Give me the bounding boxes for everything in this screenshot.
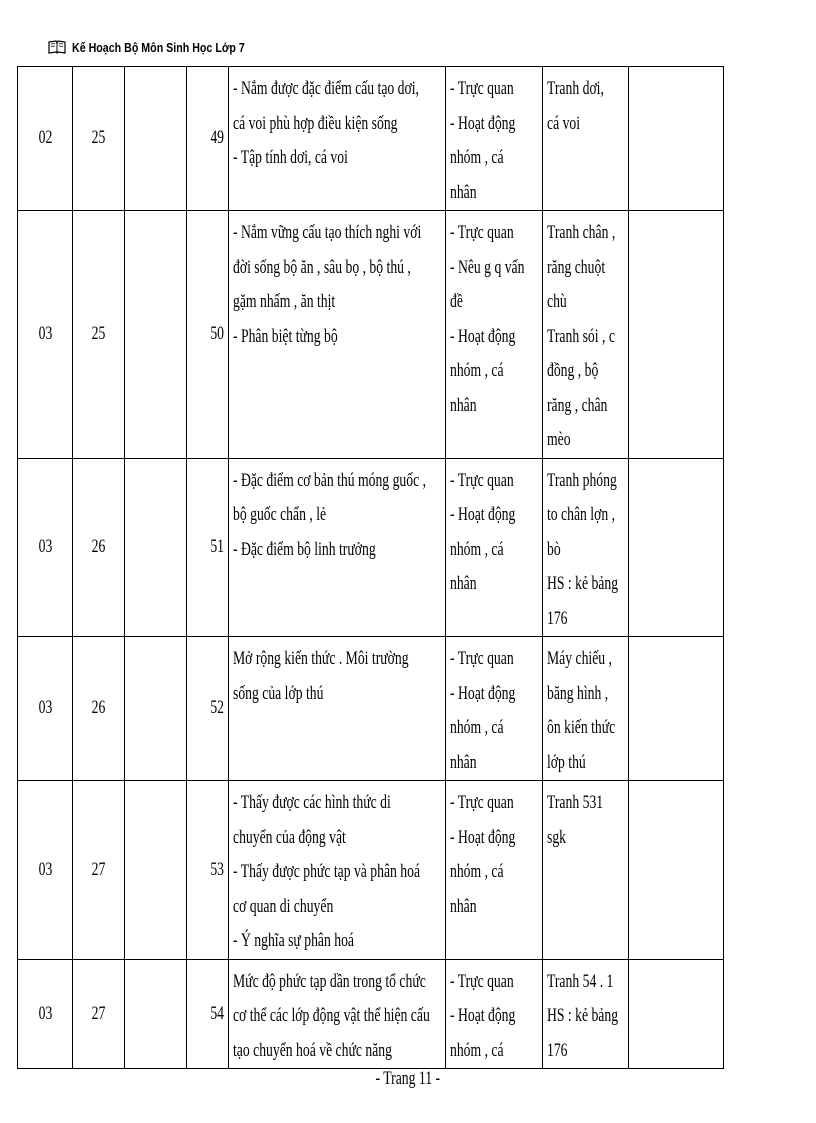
- week-value: 27: [91, 858, 106, 880]
- materials-line: to chân lợn ,: [547, 504, 616, 525]
- month-cell: [18, 637, 73, 781]
- methods-line: nhân: [450, 573, 477, 594]
- week-cell: [73, 211, 125, 459]
- methods-line: nhóm , cá: [450, 147, 504, 168]
- objectives-line: - Tập tính dơi, cá voi: [233, 147, 348, 168]
- methods-line: nhóm , cá: [450, 717, 504, 738]
- table-row: [18, 67, 724, 211]
- materials-line: HS : kẻ bảng: [547, 573, 619, 594]
- month-cell: [18, 211, 73, 459]
- month-cell: [18, 959, 73, 1069]
- objectives-line: sống của lớp thú: [233, 682, 324, 704]
- methods-cell: [446, 67, 543, 211]
- objectives-line: - Nắm vững cấu tạo thích nghi với: [233, 222, 422, 243]
- objectives-cell: [229, 67, 446, 211]
- objectives-line: gặm nhấm , ăn thịt: [233, 291, 336, 312]
- lesson-cell: [187, 637, 229, 781]
- notes-cell: [629, 67, 724, 211]
- methods-line: nhân: [450, 751, 477, 773]
- methods-line: - Hoạt động: [450, 826, 516, 848]
- objectives-cell: [229, 211, 446, 459]
- week-cell: [73, 959, 125, 1069]
- page-number-text: - Trang 11 -: [375, 1068, 441, 1089]
- materials-line: băng hình ,: [547, 682, 609, 704]
- materials-cell: [543, 959, 629, 1069]
- lesson-value: 49: [210, 127, 224, 149]
- table-row: [18, 959, 724, 1069]
- materials-cell: [543, 67, 629, 211]
- lesson-value: 53: [210, 858, 224, 880]
- objectives-line: Mở rộng kiến thức . Môi trường: [233, 648, 409, 669]
- objectives-cell: [229, 458, 446, 637]
- materials-line: Tranh chân ,: [547, 222, 616, 243]
- lesson-cell: [187, 211, 229, 459]
- materials-line: lớp thú: [547, 751, 586, 773]
- objectives-line: cá voi phù hợp điều kiện sống: [233, 112, 398, 134]
- table-row: [18, 458, 724, 637]
- objectives-line: bộ guốc chẩn , lẻ: [233, 504, 327, 525]
- materials-line: răng , chân: [547, 394, 608, 416]
- notes-cell: [629, 211, 724, 459]
- materials-line: Tranh phóng: [547, 469, 617, 491]
- materials-line: Tranh dơi,: [547, 78, 604, 99]
- materials-line: ôn kiến thức: [547, 717, 616, 738]
- materials-line: HS : kẻ bảng: [547, 1005, 619, 1026]
- materials-line: chù: [547, 291, 567, 312]
- methods-line: - Trực quan: [450, 78, 514, 99]
- week-cell: [73, 67, 125, 211]
- week-value: 25: [91, 127, 106, 149]
- objectives-line: - Thấy được phức tạp và phân hoá: [233, 861, 421, 882]
- methods-line: nhân: [450, 181, 477, 203]
- month-value: 03: [38, 697, 52, 719]
- materials-line: đồng , bộ: [547, 360, 599, 381]
- month-value: 03: [38, 536, 52, 557]
- week-value: 27: [91, 1002, 106, 1024]
- methods-line: nhóm , cá: [450, 1039, 504, 1061]
- objectives-line: - Nắm được đặc điểm cấu tạo dơi,: [233, 78, 419, 99]
- methods-line: - Trực quan: [450, 970, 514, 992]
- lesson-value: 51: [210, 536, 224, 557]
- lesson-cell: [187, 458, 229, 637]
- document-title: Kế Hoạch Bộ Môn Sinh Học Lớp 7: [72, 39, 245, 55]
- month-value: 03: [38, 858, 52, 880]
- materials-line: bò: [547, 538, 561, 560]
- lesson-cell: [187, 781, 229, 960]
- methods-line: nhóm , cá: [450, 538, 504, 560]
- methods-line: nhóm , cá: [450, 861, 504, 882]
- materials-cell: [543, 458, 629, 637]
- objectives-cell: [229, 637, 446, 781]
- materials-line: răng chuột: [547, 256, 606, 278]
- lesson-value: 54: [210, 1002, 224, 1024]
- objectives-line: - Thấy được các hình thức di: [233, 792, 391, 813]
- methods-line: nhân: [450, 895, 477, 917]
- lesson-plan-table: [17, 66, 724, 1069]
- objectives-line: - Ý nghĩa sự phân hoá: [233, 930, 355, 951]
- book-icon: [48, 40, 66, 54]
- objectives-line: - Phân biệt từng bộ: [233, 325, 338, 347]
- lesson-cell: [187, 67, 229, 211]
- methods-cell: [446, 781, 543, 960]
- notes-cell: [629, 637, 724, 781]
- materials-cell: [543, 637, 629, 781]
- objectives-cell: [229, 959, 446, 1069]
- methods-cell: [446, 458, 543, 637]
- month-value: 03: [38, 1002, 52, 1024]
- materials-line: Tranh 531: [547, 792, 604, 813]
- week-value: 25: [91, 323, 106, 344]
- table-row: [18, 781, 724, 960]
- table-row: [18, 211, 724, 459]
- month-cell: [18, 67, 73, 211]
- methods-line: - Hoạt động: [450, 1005, 516, 1026]
- empty-cell: [125, 67, 187, 211]
- lesson-cell: [187, 959, 229, 1069]
- notes-cell: [629, 959, 724, 1069]
- objectives-line: chuyển của động vật: [233, 826, 346, 848]
- objectives-line: tạo chuyển hoá về chức năng: [233, 1039, 392, 1061]
- empty-cell: [125, 959, 187, 1069]
- methods-cell: [446, 211, 543, 459]
- methods-line: - Hoạt động: [450, 325, 516, 347]
- notes-cell: [629, 781, 724, 960]
- materials-line: Tranh 54 . 1: [547, 970, 614, 992]
- month-value: 03: [38, 323, 52, 344]
- methods-line: đề: [450, 291, 463, 312]
- objectives-line: đời sống bộ ăn , sâu bọ , bộ thú ,: [233, 256, 411, 278]
- empty-cell: [125, 211, 187, 459]
- methods-line: - Nêu g q vấn: [450, 256, 525, 278]
- month-value: 02: [38, 127, 52, 149]
- week-cell: [73, 781, 125, 960]
- objectives-line: - Đặc điểm cơ bản thú móng guốc ,: [233, 469, 427, 491]
- materials-line: 176: [547, 607, 568, 629]
- methods-line: nhân: [450, 394, 477, 416]
- methods-line: - Hoạt động: [450, 112, 516, 134]
- methods-line: - Trực quan: [450, 469, 514, 491]
- methods-cell: [446, 959, 543, 1069]
- objectives-line: - Đặc điểm bộ linh trưởng: [233, 538, 376, 560]
- materials-cell: [543, 211, 629, 459]
- month-cell: [18, 458, 73, 637]
- week-value: 26: [91, 536, 106, 557]
- objectives-line: Mức độ phức tạp dần trong tổ chức: [233, 970, 426, 992]
- objectives-line: cơ quan di chuyển: [233, 895, 334, 917]
- methods-line: - Trực quan: [450, 222, 514, 243]
- materials-line: sgk: [547, 826, 567, 848]
- materials-line: Tranh sói , c: [547, 325, 615, 347]
- materials-line: mèo: [547, 429, 571, 450]
- page-header: [48, 36, 283, 58]
- page-number: [0, 1068, 816, 1090]
- methods-line: nhóm , cá: [450, 360, 504, 381]
- lesson-value: 50: [210, 323, 224, 344]
- methods-cell: [446, 637, 543, 781]
- month-cell: [18, 781, 73, 960]
- materials-line: Máy chiếu ,: [547, 648, 612, 669]
- objectives-cell: [229, 781, 446, 960]
- methods-line: - Trực quan: [450, 792, 514, 813]
- lesson-value: 52: [210, 697, 224, 719]
- methods-line: - Trực quan: [450, 648, 514, 669]
- empty-cell: [125, 637, 187, 781]
- methods-line: - Hoạt động: [450, 682, 516, 704]
- week-value: 26: [91, 697, 106, 719]
- materials-line: cá voi: [547, 112, 581, 134]
- materials-cell: [543, 781, 629, 960]
- objectives-line: cơ thể các lớp động vật thể hiện cấu: [233, 1005, 430, 1026]
- notes-cell: [629, 458, 724, 637]
- empty-cell: [125, 458, 187, 637]
- week-cell: [73, 637, 125, 781]
- materials-line: 176: [547, 1039, 568, 1061]
- empty-cell: [125, 781, 187, 960]
- table-row: [18, 637, 724, 781]
- week-cell: [73, 458, 125, 637]
- methods-line: - Hoạt động: [450, 504, 516, 525]
